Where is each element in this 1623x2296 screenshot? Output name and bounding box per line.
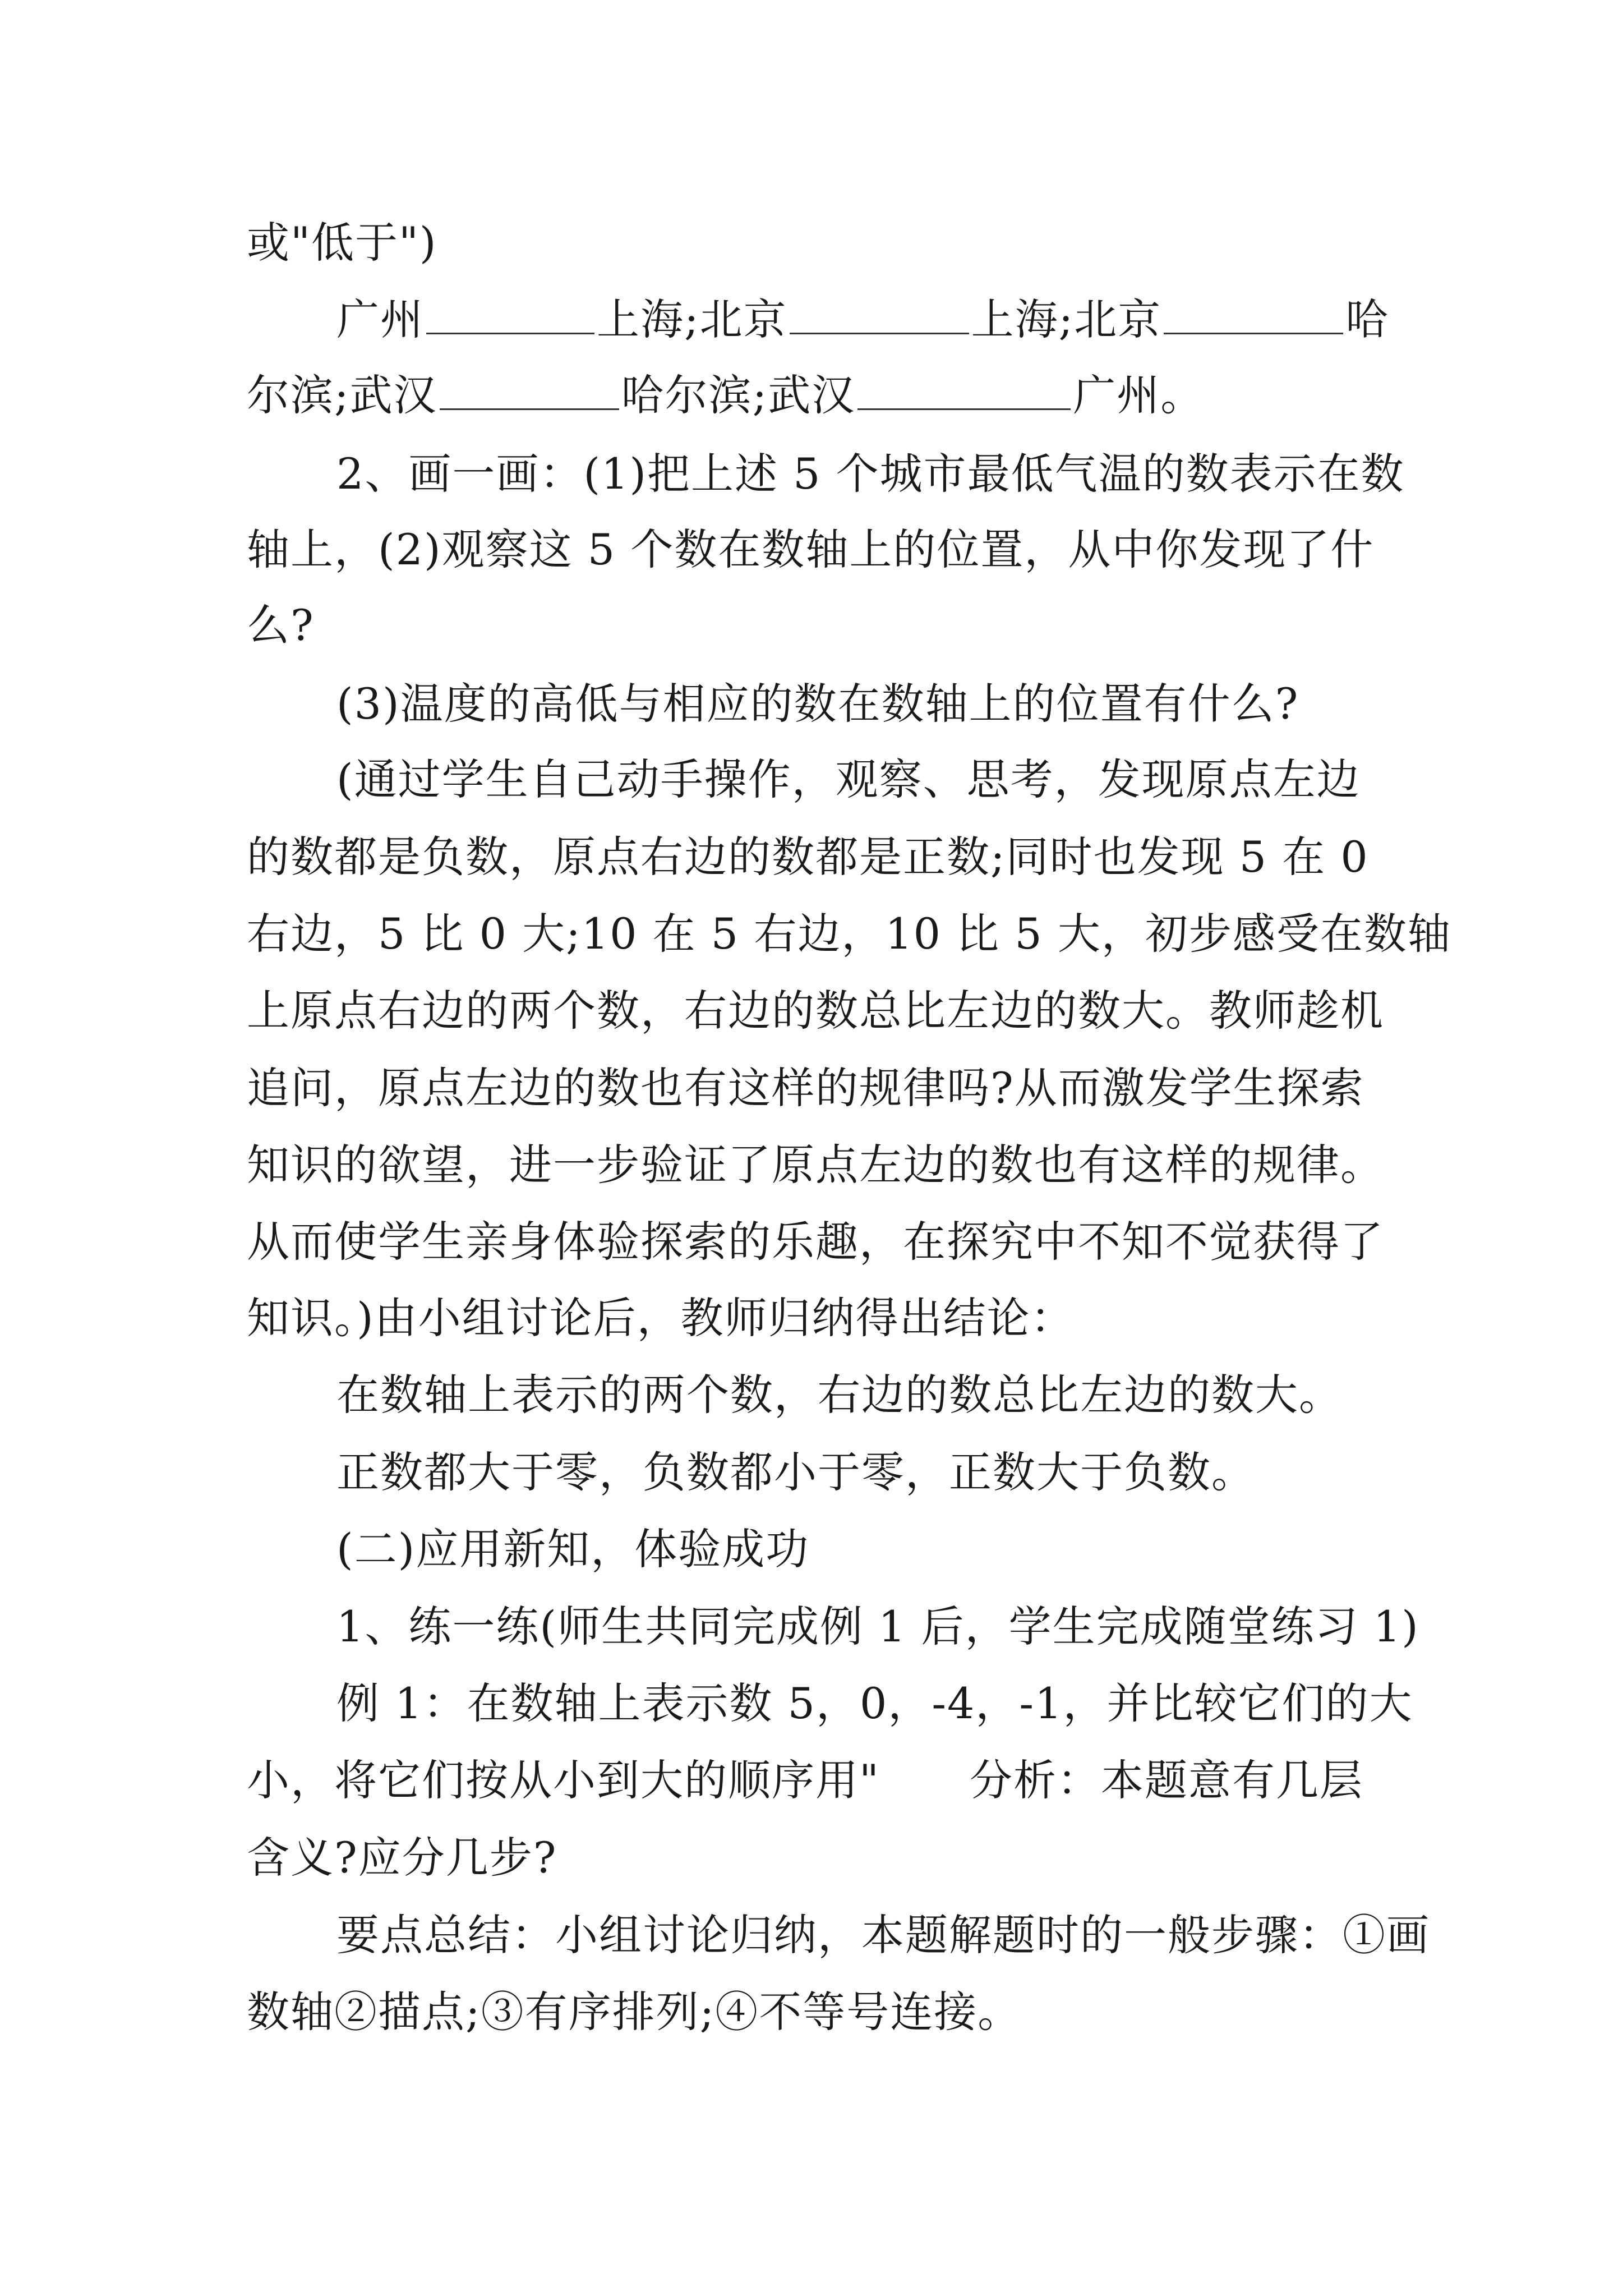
text-line: 要点总结：小组讨论归纳，本题解题时的一般步骤：①画 — [336, 1910, 1430, 1960]
text-line: (3)温度的高低与相应的数在数轴上的位置有什么? — [336, 679, 1299, 729]
text-line: 在数轴上表示的两个数，右边的数总比左边的数大。 — [336, 1370, 1343, 1420]
text-line: 从而使学生亲身体验探索的乐趣，在探究中不知不觉获得了 — [247, 1217, 1384, 1267]
text-line: 1、练一练(师生共同完成例 1 后，学生完成随堂练习 1) — [336, 1602, 1419, 1651]
text-line: 2、画一画：(1)把上述 5 个城市最低气温的数表示在数 — [336, 449, 1405, 499]
text-line — [247, 1752, 1402, 1809]
text-segment: 尔滨;武汉 — [247, 370, 437, 420]
text-segment: 哈 — [1345, 295, 1390, 344]
text-line: 右边，5 比 0 大;10 在 5 右边，10 比 5 大，初步感受在数轴 — [247, 909, 1451, 959]
text-line: 或"低于") — [247, 218, 437, 268]
text-line: 知识。)由小组讨论后，教师归纳得出结论： — [247, 1293, 1075, 1343]
text-line: 知识的欲望，进一步验证了原点左边的数也有这样的规律。 — [247, 1140, 1384, 1190]
text-line: 追问，原点左边的数也有这样的规律吗?从而激发学生探索 — [247, 1063, 1364, 1113]
fill-in-line — [247, 367, 1402, 424]
text-line: 么? — [247, 600, 315, 650]
text-line: 轴上，(2)观察这 5 个数在数轴上的位置，从中你发现了什 — [247, 524, 1375, 574]
answer-blank[interactable] — [1164, 293, 1343, 334]
text-line: 含义?应分几步? — [247, 1833, 557, 1883]
answer-blank[interactable] — [440, 369, 619, 410]
text-line: 例 1：在数轴上表示数 5，0，-4，-1，并比较它们的大 — [336, 1678, 1413, 1728]
text-segment: 小，将它们按从小到大的顺序用" — [247, 1755, 880, 1805]
text-line: (二)应用新知，体验成功 — [336, 1524, 810, 1574]
answer-blank[interactable] — [790, 293, 969, 334]
text-line: 正数都大于零，负数都小于零，正数大于负数。 — [336, 1447, 1255, 1497]
text-segment: 广州。 — [1073, 370, 1205, 420]
text-segment: 哈尔滨;武汉 — [621, 370, 856, 420]
fill-in-line — [336, 292, 1402, 348]
text-line: 数轴②描点;③有序排列;④不等号连接。 — [247, 1987, 1022, 2037]
text-line: 的数都是负数，原点右边的数都是正数;同时也发现 5 在 0 — [247, 832, 1369, 882]
text-segment: 上海;北京 — [597, 295, 787, 344]
text-segment: 广州 — [336, 295, 424, 344]
text-line: 上原点右边的两个数，右边的数总比左边的数大。教师趁机 — [247, 986, 1384, 1036]
text-segment: 分析：本题意有几层 — [969, 1755, 1363, 1805]
text-line: (通过学生自己动手操作，观察、思考，发现原点左边 — [336, 754, 1361, 804]
answer-blank[interactable] — [426, 293, 594, 334]
answer-blank[interactable] — [857, 369, 1071, 410]
text-segment: 上海;北京 — [971, 295, 1162, 344]
